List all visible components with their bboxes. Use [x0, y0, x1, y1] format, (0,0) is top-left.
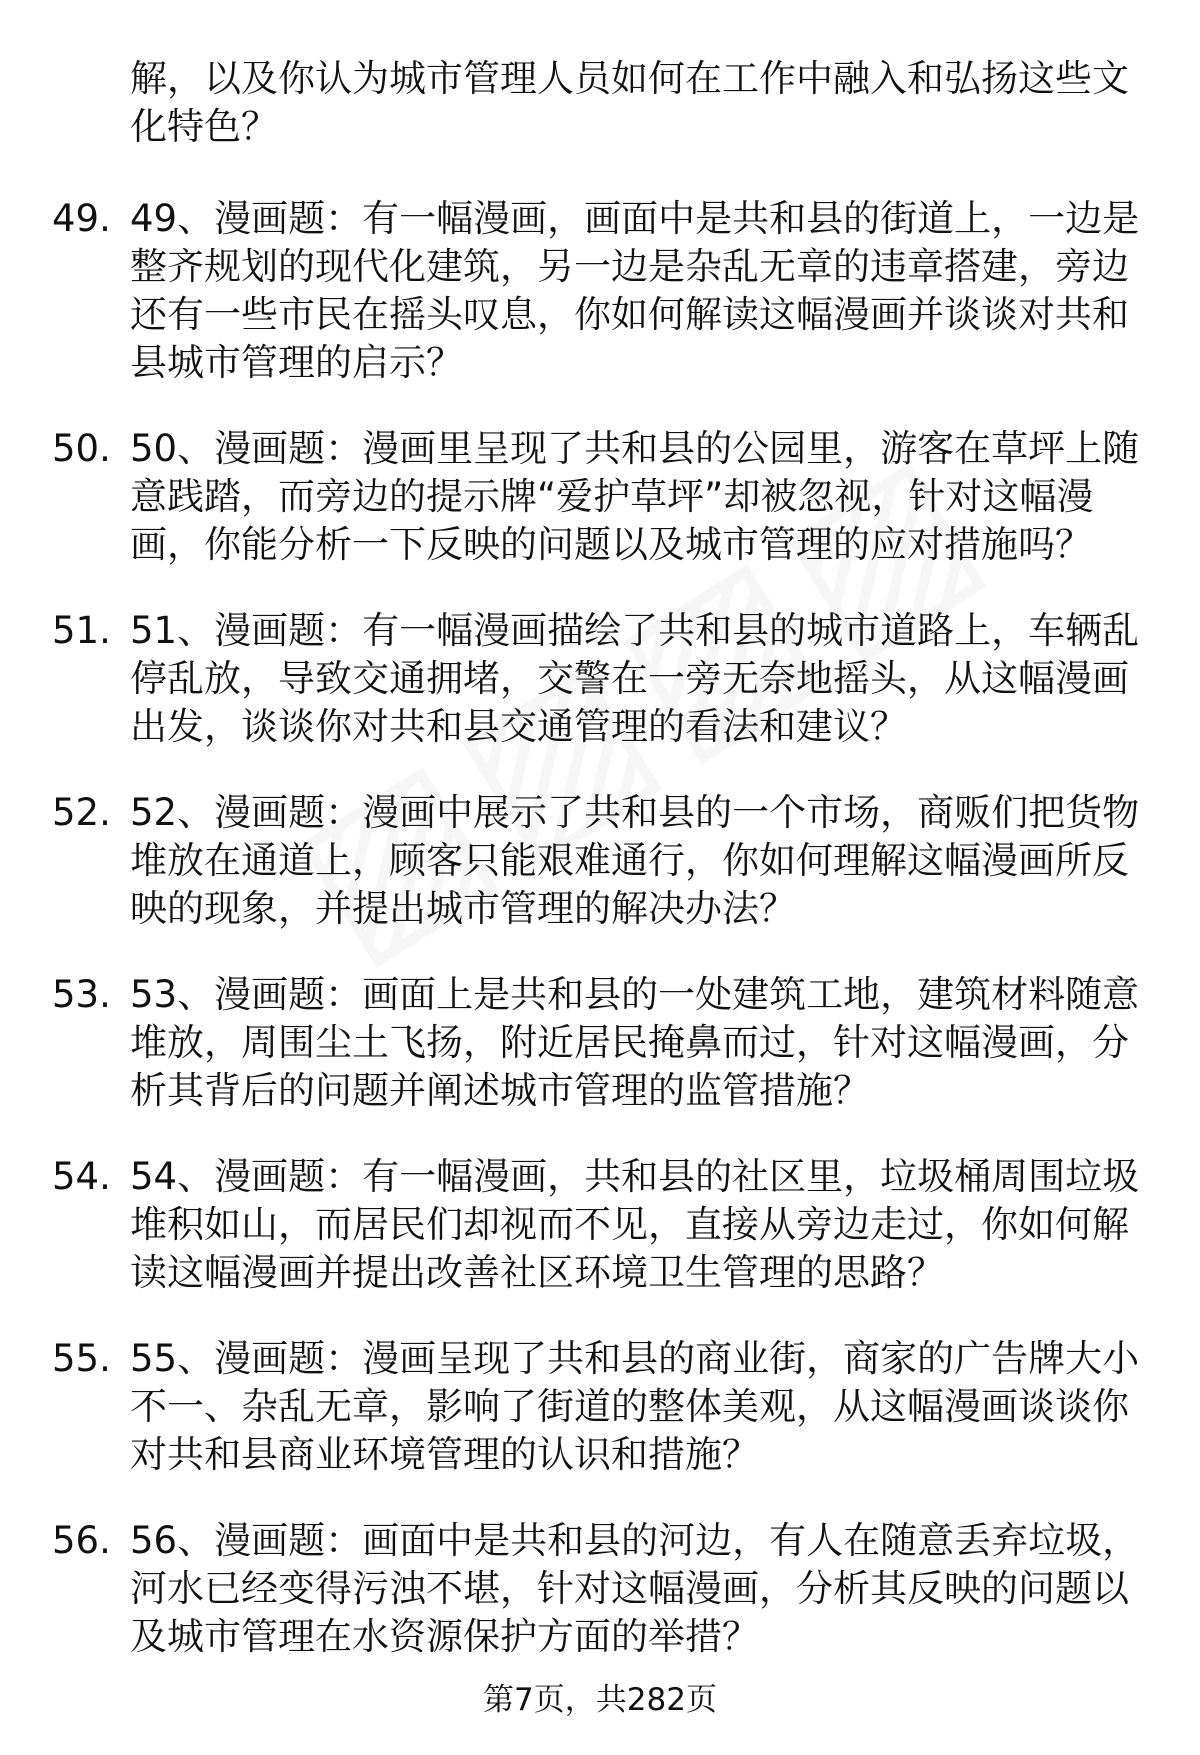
question-item: [0, 971, 1200, 1115]
question-number: 53.: [52, 973, 111, 1016]
page-footer: 第7页，共282页: [483, 1682, 717, 1718]
question-item: [0, 195, 1200, 387]
question-number: 54.: [52, 1155, 111, 1198]
question-text: 51、漫画题：有一幅漫画描绘了共和县的城市道路上，车辆乱停乱放，导致交通拥堵，交警在一旁无奈地摇头，从这幅漫画出发，谈谈你对共和县交通管理的看法和建议？: [130, 609, 1140, 748]
question-item: [0, 1517, 1200, 1661]
question-item: [0, 1335, 1200, 1479]
question-item: [0, 1153, 1200, 1297]
question-number: 52.: [52, 791, 111, 834]
question-number: 51.: [52, 609, 111, 652]
question-list: [0, 195, 1200, 1699]
question-text: 50、漫画题：漫画里呈现了共和县的公园里，游客在草坪上随意践踏，而旁边的提示牌“爱护草坪”却被忽视，针对这幅漫画，你能分析一下反映的问题以及城市管理的应对措施吗？: [130, 427, 1140, 566]
continuation-text: 解，以及你认为城市管理人员如何在工作中融入和弘扬这些文化特色？: [130, 57, 1129, 148]
question-number: 50.: [52, 427, 111, 470]
question-text: 52、漫画题：漫画中展示了共和县的一个市场，商贩们把货物堆放在通道上，顾客只能艰难通行，你如何理解这幅漫画所反映的现象，并提出城市管理的解决办法？: [130, 791, 1140, 930]
question-text: 56、漫画题：画面中是共和县的河边，有人在随意丢弃垃圾，河水已经变得污浊不堪，针对这幅漫画，分析其反映的问题以及城市管理在水资源保护方面的举措？: [130, 1519, 1140, 1658]
question-text: 53、漫画题：画面上是共和县的一处建筑工地，建筑材料随意堆放，周围尘土飞扬，附近居民掩鼻而过，针对这幅漫画，分析其背后的问题并阐述城市管理的监管措施？: [130, 973, 1140, 1112]
question-text: 49、漫画题：有一幅漫画，画面中是共和县的街道上，一边是整齐规划的现代化建筑，另一边是杂乱无章的违章搭建，旁边还有一些市民在摇头叹息，你如何解读这幅漫画并谈谈对共和县城市管理的启示？: [130, 197, 1140, 384]
question-item: [0, 425, 1200, 569]
question-item: [0, 789, 1200, 933]
question-text: 55、漫画题：漫画呈现了共和县的商业街，商家的广告牌大小不一、杂乱无章，影响了街道的整体美观，从这幅漫画谈谈你对共和县商业环境管理的认识和措施？: [130, 1337, 1140, 1476]
question-number: 56.: [52, 1519, 111, 1562]
question-text: 54、漫画题：有一幅漫画，共和县的社区里，垃圾桶周围垃圾堆积如山，而居民们却视而不见，直接从旁边走过，你如何解读这幅漫画并提出改善社区环境卫生管理的思路？: [130, 1155, 1140, 1294]
question-item: [0, 607, 1200, 751]
question-number: 49.: [52, 197, 111, 240]
question-number: 55.: [52, 1337, 111, 1380]
